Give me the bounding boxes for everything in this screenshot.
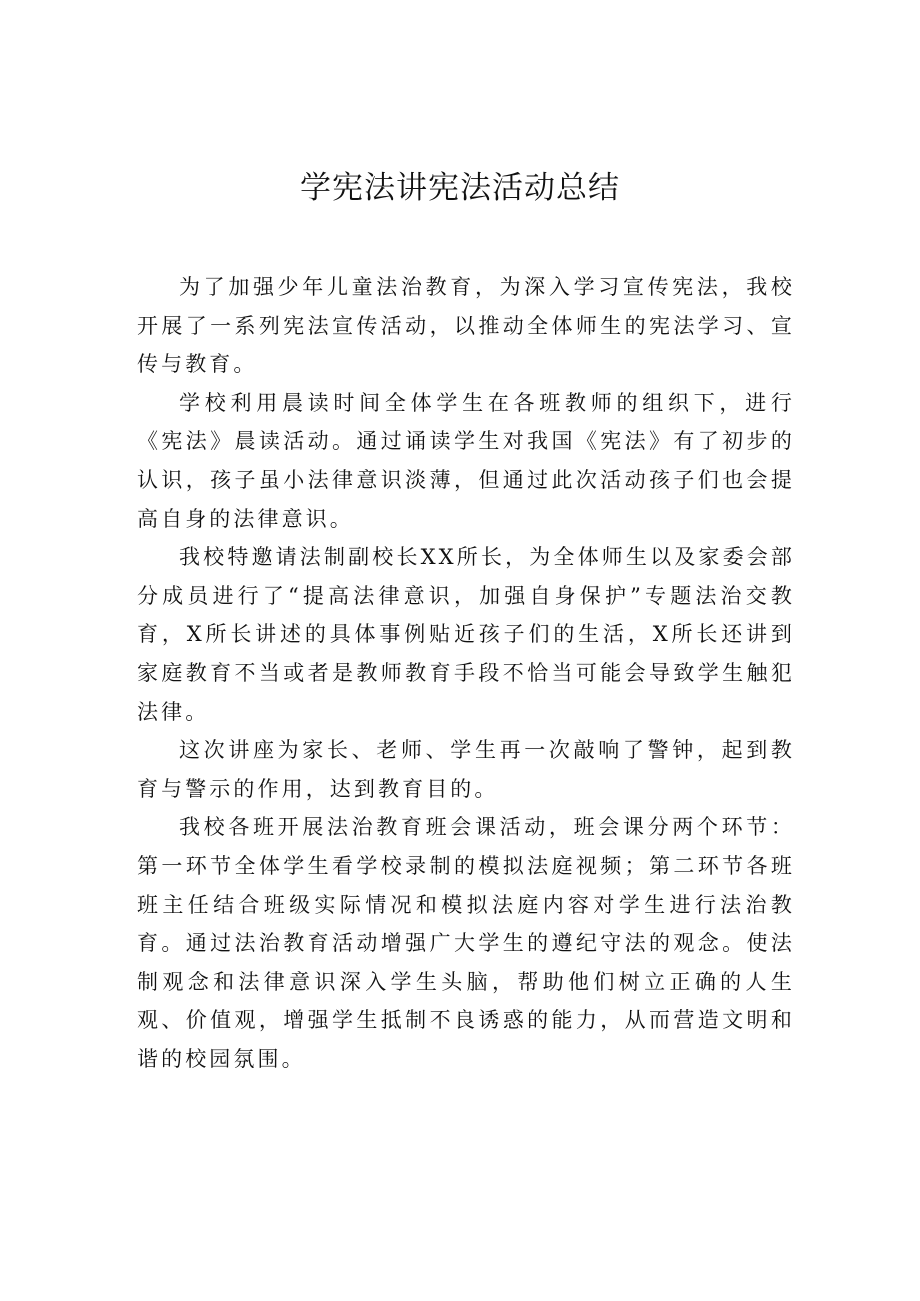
document-body	[137, 268, 795, 1078]
paragraph-4: 这次讲座为家长、老师、学生再一次敲响了警钟，起到教育与警示的作用，达到教育目的。	[137, 738, 795, 801]
paragraph-5: 我校各班开展法治教育班会课活动，班会课分两个环节：第一环节全体学生看学校录制的模拟法庭视频；第二环节各班班主任结合班级实际情况和模拟法庭内容对学生进行法治教育。通过法治教育活动增强广大学生的遵纪守法的观念。使法制观念和法律意识深入学生头脑，帮助他们树立正确的人生观、价值观，增强学生抵制不良诱惑的能力，从而营造文明和谐的校园氛围。	[137, 815, 795, 1071]
paragraph-3: 我校特邀请法制副校长XX所长，为全体师生以及家委会部分成员进行了“提高法律意识，加强自身保护”专题法治交教育，X所长讲述的具体事例贴近孩子们的生活，X所长还讲到家庭教育不当或者是教师教育手段不恰当可能会导致学生触犯法律。	[137, 545, 795, 724]
paragraph-1: 为了加强少年儿童法治教育，为深入学习宣传宪法，我校开展了一系列宪法宣传活动，以推动全体师生的宪法学习、宣传与教育。	[137, 275, 795, 377]
document-title: 学宪法讲宪法活动总结	[300, 170, 620, 206]
paragraph-2: 学校利用晨读时间全体学生在各班教师的组织下，进行《宪法》晨读活动。通过诵读学生对我国《宪法》有了初步的认识，孩子虽小法律意识淡薄，但通过此次活动孩子们也会提高自身的法律意识。	[137, 390, 795, 531]
